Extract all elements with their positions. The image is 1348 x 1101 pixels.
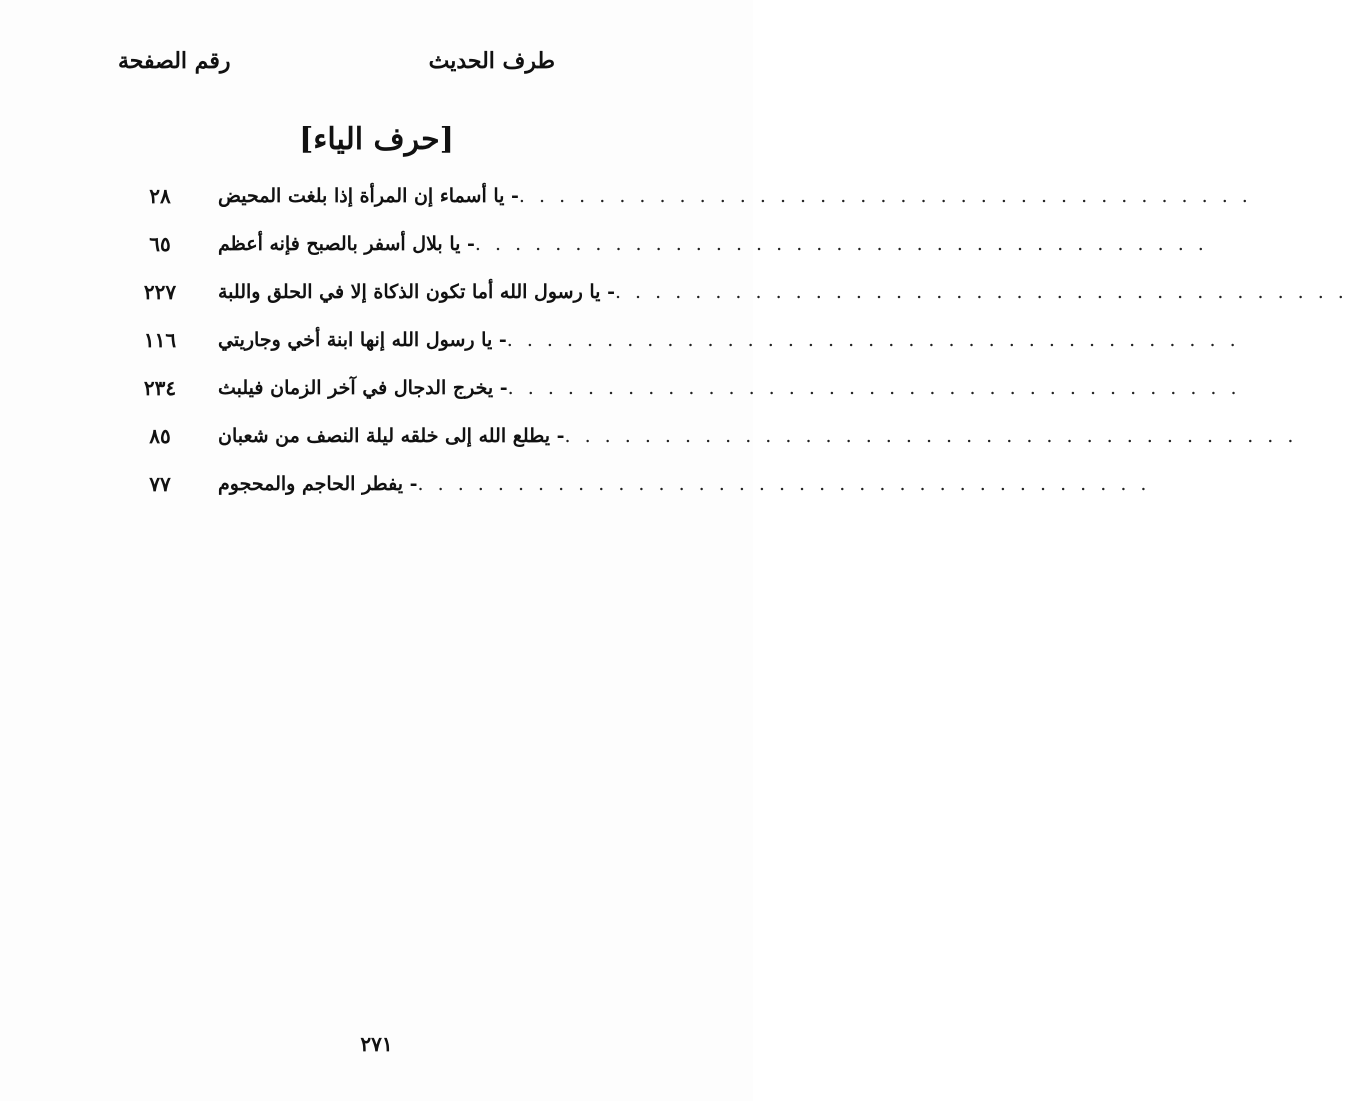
dot-leader: . . . . . . . . . . . . . . . . . . . . . . . . . . . . . . . . . . . . . [474, 233, 1208, 255]
page-number-column-header: رقم الصفحة [118, 48, 231, 74]
index-entry [140, 172, 1252, 220]
index-entry [140, 316, 1240, 364]
entry-page-number: ٧٧ [149, 472, 171, 496]
entry-text-row [218, 377, 1241, 399]
entry-text-row [218, 233, 1208, 255]
index-entry [140, 268, 1348, 316]
entry-text-row [218, 281, 1348, 303]
entry-page-number: ٨٥ [149, 424, 171, 448]
dot-leader: . . . . . . . . . . . . . . . . . . . . . . . . . . . . . . . . . . . . . [506, 329, 1240, 351]
entry-text-row [218, 185, 1252, 207]
index-entries [140, 172, 1348, 508]
entry-hadith-text: - يا رسول الله أما تكون الذكاة إلا في الحلق واللبة [218, 281, 615, 303]
index-entry [140, 460, 1151, 508]
index-entry [140, 412, 1298, 460]
entry-hadith-text: - يطلع الله إلى خلقه ليلة النصف من شعبان [218, 425, 565, 447]
entry-text-row [218, 425, 1298, 447]
entry-page-number: ١١٦ [143, 328, 177, 352]
hadith-column-header: طرف الحديث [428, 48, 555, 74]
entry-text-row [218, 473, 1151, 495]
entry-page-number: ٦٥ [149, 232, 171, 256]
entry-hadith-text: - يا أسماء إن المرأة إذا بلغت المحيض [218, 185, 519, 207]
entry-text-row [218, 329, 1240, 351]
entry-page-number: ٢٣٤ [143, 376, 177, 400]
index-entry [140, 220, 1208, 268]
entry-hadith-text: - يا رسول الله إنها ابنة أخي وجاريتي [218, 329, 507, 351]
dot-leader: . . . . . . . . . . . . . . . . . . . . . . . . . . . . . . . . . . . . . [614, 281, 1348, 303]
footer-page-number: ٢٧١ [360, 1032, 393, 1056]
entry-hadith-text: - يفطر الحاجم والمحجوم [218, 473, 418, 495]
entry-page-number: ٢٨ [149, 184, 171, 208]
section-title: [حرف الياء] [299, 122, 454, 157]
dot-leader: . . . . . . . . . . . . . . . . . . . . . . . . . . . . . . . . . . . . . [417, 473, 1151, 495]
dot-leader: . . . . . . . . . . . . . . . . . . . . . . . . . . . . . . . . . . . . . [564, 425, 1298, 447]
dot-leader: . . . . . . . . . . . . . . . . . . . . . . . . . . . . . . . . . . . . . [507, 377, 1241, 399]
index-entry [140, 364, 1241, 412]
entry-hadith-text: - يخرج الدجال في آخر الزمان فيلبث [218, 377, 508, 399]
entry-page-number: ٢٢٧ [143, 280, 177, 304]
entry-hadith-text: - يا بلال أسفر بالصبح فإنه أعظم [218, 233, 475, 255]
dot-leader: . . . . . . . . . . . . . . . . . . . . . . . . . . . . . . . . . . . . . [518, 185, 1252, 207]
